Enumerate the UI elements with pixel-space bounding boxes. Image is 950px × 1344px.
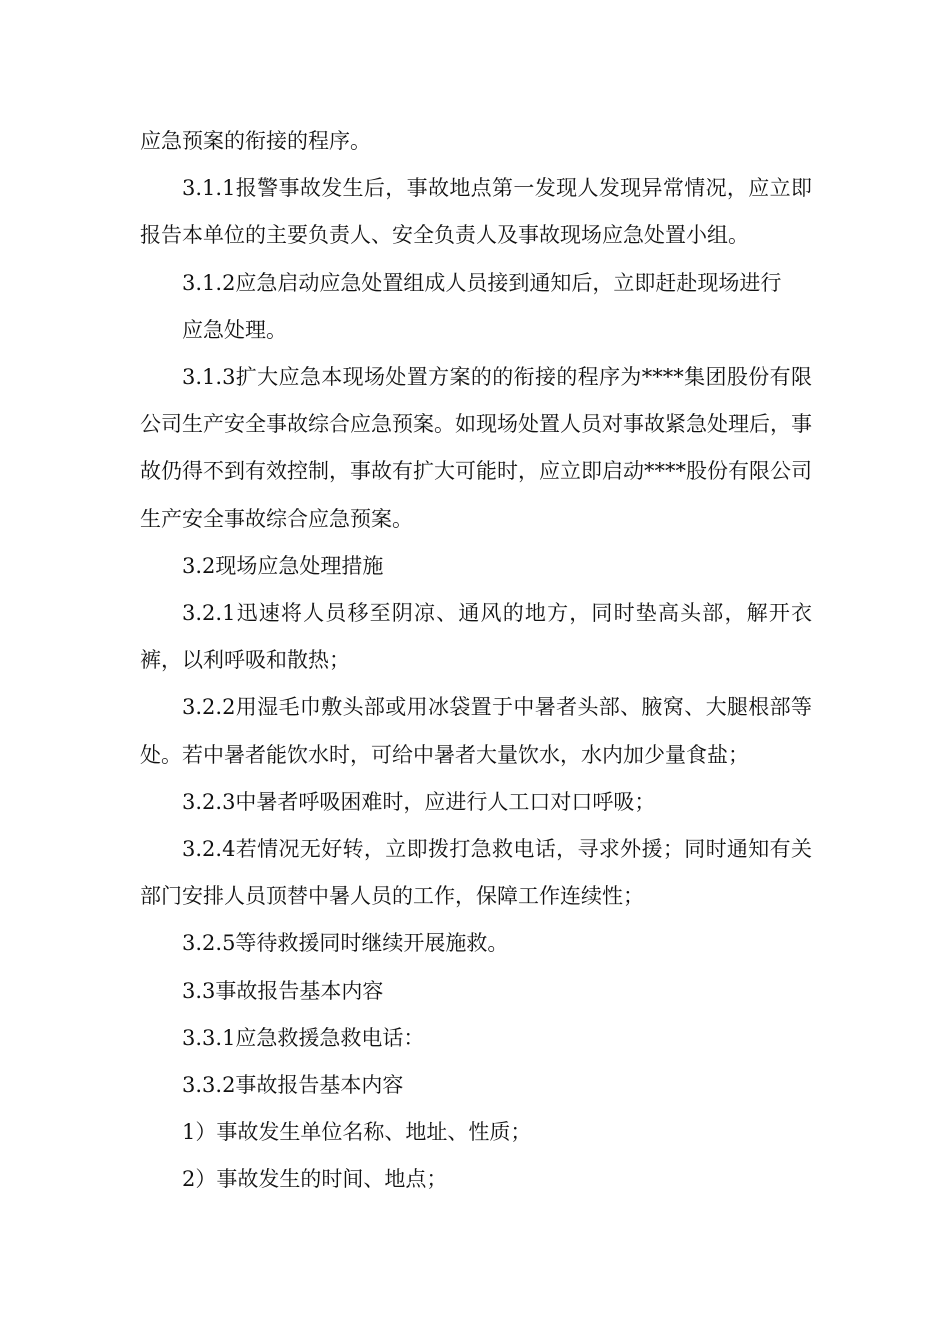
list-item-2: 2）事故发生的时间、地点； bbox=[182, 1167, 448, 1192]
heading-3-3: 3.3事故报告基本内容 bbox=[182, 978, 384, 1003]
paragraph-3-1-2: 3.1.2应急启动应急处置组成人员接到通知后，立即赶赴现场进行 bbox=[182, 270, 782, 295]
list-item-1: 1）事故发生单位名称、地址、性质； bbox=[182, 1120, 532, 1145]
paragraph-0: 应急预案的衔接的程序。 bbox=[140, 129, 371, 153]
paragraph-3-1-2-cont: 应急处理。 bbox=[182, 317, 287, 342]
heading-3-2: 3.2现场应急处理措施 bbox=[182, 553, 384, 578]
paragraph-3-2-5: 3.2.5等待救援同时继续开展施救。 bbox=[182, 931, 509, 956]
paragraph-3-2-4: 3.2.4若情况无好转，立即拨打急救电话，寻求外援；同时通知有关部门安排人员顶替中暑人员的工作，保障工作连续性； bbox=[140, 837, 812, 909]
paragraph-3-2-1: 3.2.1迅速将人员移至阴凉、通风的地方，同时垫高头部，解开衣裤，以利呼吸和散热； bbox=[140, 601, 812, 673]
paragraph-3-3-2: 3.3.2事故报告基本内容 bbox=[182, 1073, 404, 1098]
document-body bbox=[140, 118, 812, 1204]
paragraph-3-2-2: 3.2.2用湿毛巾敷头部或用冰袋置于中暑者头部、腋窝、大腿根部等处。若中暑者能饮水时，可给中暑者大量饮水，水内加少量食盐； bbox=[140, 695, 812, 767]
paragraph-3-2-3: 3.2.3中暑者呼吸困难时，应进行人工口对口呼吸； bbox=[182, 789, 656, 814]
paragraph-3-1-1: 3.1.1报警事故发生后，事故地点第一发现人发现异常情况，应立即报告本单位的主要负责人、安全负责人及事故现场应急处置小组。 bbox=[140, 176, 812, 248]
paragraph-3-1-3: 3.1.3扩大应急本现场处置方案的的衔接的程序为****集团股份有限公司生产安全事故综合应急预案。如现场处置人员对事故紧急处理后，事故仍得不到有效控制，事故有扩大可能时，应立即启动****股份有限公司生产安全事故综合应急预案。 bbox=[140, 365, 812, 531]
paragraph-3-3-1: 3.3.1应急救援急救电话： bbox=[182, 1025, 425, 1050]
